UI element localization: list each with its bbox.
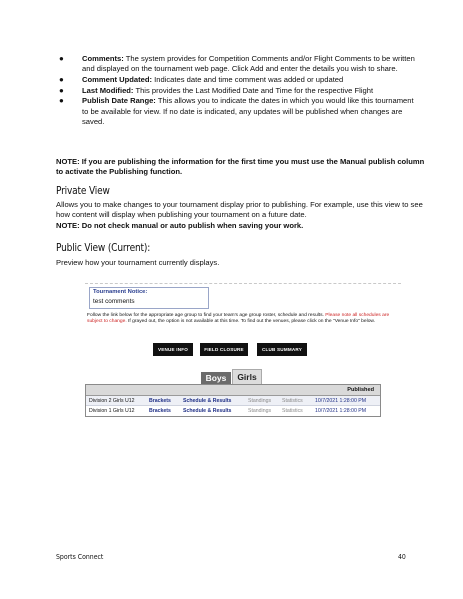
private-view-paragraph <box>56 200 426 231</box>
division-name: Division 1 Girls U12 <box>89 408 135 414</box>
brackets-link[interactable]: Brackets <box>149 398 171 404</box>
published-date: 10/7/2021 1:28:00 PM <box>315 408 367 414</box>
bullet-dot: ● <box>59 74 64 84</box>
bullet-dot: ● <box>59 96 64 106</box>
table-row <box>86 406 380 416</box>
divider <box>85 283 401 284</box>
instructions-tail: If grayed out, the option is not available at this time. To find out the venues, please click on the "Venue Info" below. <box>126 319 376 325</box>
private-view-heading: Private View <box>56 185 110 197</box>
bullet-dot: ● <box>59 54 64 63</box>
page-number: 40 <box>398 552 406 561</box>
private-view-text: Allows you to make changes to your tournament display prior to publishing. For example, use this view to see how content will display when publishing your tournament on a future date. <box>56 200 423 220</box>
tournament-notice-box <box>89 287 209 309</box>
tournament-preview-screenshot <box>85 283 401 428</box>
public-view-heading: Public View (Current): <box>56 242 151 254</box>
instructions-warning: Please note all schedules are subject to change. <box>87 313 390 325</box>
field-definitions-list <box>56 54 416 128</box>
standings-link: Standings <box>248 398 272 404</box>
statistics-link: Statistics <box>282 398 303 404</box>
bullet-publish-date-range <box>56 96 416 127</box>
tab-girls[interactable]: Girls <box>232 369 262 384</box>
public-view-text: Preview how your tournament currently displays. <box>56 258 220 267</box>
private-view-note: NOTE: Do not check manual or auto publish when saving your work. <box>56 220 304 230</box>
published-column-header: Published <box>347 387 374 393</box>
table-row <box>86 396 380 406</box>
division-name: Division 2 Girls U12 <box>89 398 135 404</box>
bullet-dot: ● <box>59 85 64 95</box>
bullet-term: Last Modified: <box>82 85 134 95</box>
bullet-text: This provides the Last Modified Date and Time for the respective Flight <box>133 85 374 95</box>
standings-link: Standings <box>248 408 272 414</box>
club-summary-button[interactable]: CLUB SUMMARY <box>257 343 307 356</box>
bullet-term: Comments: <box>82 54 124 63</box>
field-closure-button[interactable]: FIELD CLOSURE <box>200 343 248 356</box>
bullet-comments <box>56 54 416 75</box>
published-date: 10/7/2021 1:28:00 PM <box>315 398 367 404</box>
bullet-last-modified <box>56 86 416 96</box>
publishing-note: NOTE: If you are publishing the information for the first time you must use the Manual publish column to activate the Publishing function. <box>56 157 425 177</box>
statistics-link: Statistics <box>282 408 303 414</box>
divisions-table <box>85 384 381 417</box>
bullet-term: Comment Updated: <box>82 74 153 84</box>
bullet-text: This allows you to indicate the dates in which you would like this tournament to be available for view. If no date is indicated, any updates will be published when changes are saved. <box>82 96 414 126</box>
notice-title: Tournament Notice: <box>93 289 148 295</box>
footer-brand: Sports Connect <box>56 552 104 561</box>
schedule-results-link[interactable]: Schedule & Results <box>183 408 232 414</box>
bullet-term: Publish Date Range: <box>82 96 156 106</box>
notice-value: test comments <box>93 298 135 305</box>
button-bar <box>85 343 401 357</box>
instructions-main: Follow the link below for the appropriate age group to find your team's age group roster, schedule and results. <box>87 313 326 318</box>
tab-boys[interactable]: Boys <box>201 372 231 384</box>
bullet-text: Indicates date and time comment was added or updated <box>152 74 344 84</box>
table-header <box>86 385 380 396</box>
bullet-comment-updated <box>56 75 416 85</box>
instructions-text <box>87 313 399 325</box>
brackets-link[interactable]: Brackets <box>149 408 171 414</box>
venue-info-button[interactable]: VENUE INFO <box>153 343 193 356</box>
bullet-text: The system provides for Competition Comments and/or Flight Comments to be written and displayed on the tournament web page. Click Add and enter the details you wish to share. <box>82 54 415 74</box>
schedule-results-link[interactable]: Schedule & Results <box>183 398 232 404</box>
